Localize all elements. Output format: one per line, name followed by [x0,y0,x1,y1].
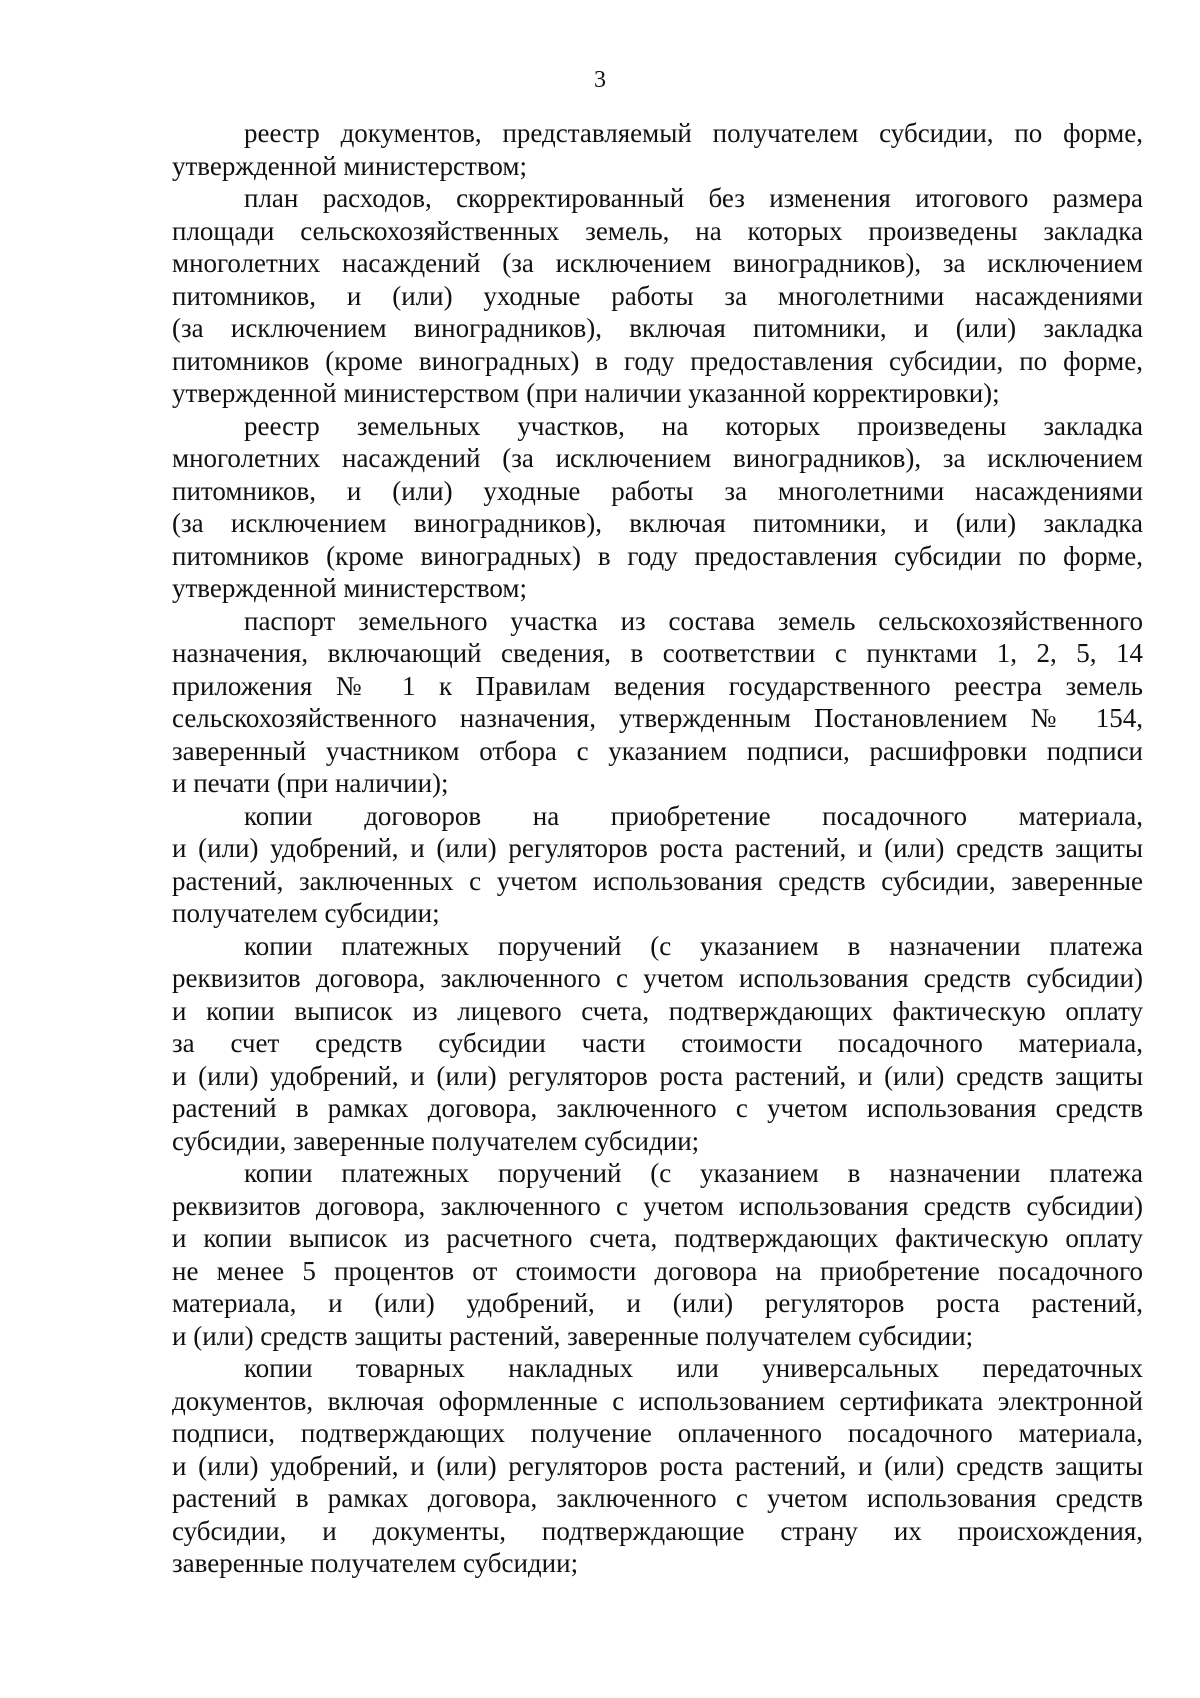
text-line: копии платежных поручений (с указанием в назначении платежа [244,930,1143,961]
paragraph [172,800,1143,930]
document-body [172,117,1143,1580]
text-line: копии товарных накладных или универсальных передаточных [244,1353,1143,1383]
text-line: утвержденной министерством; [172,573,527,603]
text-line: реестр земельных участков, на которых произведены закладка [244,410,1143,441]
text-line: и копии выписок из расчетного счета, подтверждающих фактическую оплату [172,1223,1143,1253]
text-line: субсидии, и документы, подтверждающие страну их происхождения, [172,1515,1143,1546]
text-line: питомников (кроме виноградных) в году предоставления субсидии по форме, [172,540,1143,571]
paragraph [172,410,1143,605]
paragraph [172,605,1143,800]
text-line: материала, и (или) удобрений, и (или) регуляторов роста растений, [172,1288,1143,1318]
text-line: утвержденной министерством; [172,150,527,181]
text-line: питомников, и (или) уходные работы за многолетними насаждениями [172,280,1143,311]
text-line: утвержденной министерством (при наличии указанной корректировки); [172,378,1000,408]
text-line: заверенный участником отбора с указанием подписи, расшифровки подписи [172,735,1143,766]
text-line: и (или) средств защиты растений, заверенные получателем субсидии; [172,1320,974,1351]
paragraph [172,117,1143,182]
text-line: приложения № 1 к Правилам ведения государственного реестра земель [172,670,1143,701]
text-line: многолетних насаждений (за исключением виноградников), за исключением [172,443,1143,473]
text-line: питомников, и (или) уходные работы за многолетними насаждениями [172,475,1143,506]
page-number: 3 [594,67,606,93]
text-line: подписи, подтверждающих получение оплаченного посадочного материала, [172,1418,1143,1448]
text-line: и (или) удобрений, и (или) регуляторов роста растений, и (или) средств защиты [172,1450,1143,1481]
text-line: получателем субсидии; [172,898,440,928]
text-line: и копии выписок из лицевого счета, подтверждающих фактическую оплату [172,995,1143,1026]
text-line: (за исключением виноградников), включая питомники, и (или) закладка [172,313,1143,343]
text-line: и (или) удобрений, и (или) регуляторов роста растений, и (или) средств защиты [172,1060,1143,1091]
text-line: многолетних насаждений (за исключением виноградников), за исключением [172,248,1143,278]
text-line: растений в рамках договора, заключенного с учетом использования средств [172,1483,1143,1513]
text-line: реестр документов, представляемый получателем субсидии, по форме, [244,118,1143,148]
text-line: план расходов, скорректированный без изменения итогового размера [244,183,1143,213]
paragraph [172,930,1143,1158]
text-line: документов, включая оформленные с использованием сертификата электронной [172,1385,1143,1416]
text-line: растений в рамках договора, заключенного с учетом использования средств [172,1093,1143,1123]
text-line: реквизитов договора, заключенного с учетом использования средств субсидии) [172,963,1143,993]
text-line: паспорт земельного участка из состава земель сельскохозяйственного [244,605,1143,636]
paragraph [172,1157,1143,1352]
text-line: за счет средств субсидии части стоимости посадочного материала, [172,1028,1143,1058]
text-line: реквизитов договора, заключенного с учетом использования средств субсидии) [172,1190,1143,1221]
text-line: копии договоров на приобретение посадочного материала, [244,800,1143,831]
text-line: копии платежных поручений (с указанием в назначении платежа [244,1158,1143,1188]
text-line: не менее 5 процентов от стоимости договора на приобретение посадочного [172,1255,1143,1286]
paragraph [172,182,1143,410]
text-line: субсидии, заверенные получателем субсидии; [172,1125,700,1156]
text-line: сельскохозяйственного назначения, утвержденным Постановлением № 154, [172,703,1143,733]
text-line: площади сельскохозяйственных земель, на которых произведены закладка [172,215,1143,246]
text-line: и печати (при наличии); [172,768,449,798]
text-line: и (или) удобрений, и (или) регуляторов роста растений, и (или) средств защиты [172,833,1143,863]
text-line: назначения, включающий сведения, в соответствии с пунктами 1, 2, 5, 14 [172,638,1143,668]
text-line: растений, заключенных с учетом использования средств субсидии, заверенные [172,865,1143,896]
text-line: питомников (кроме виноградных) в году предоставления субсидии, по форме, [172,345,1143,376]
text-line: (за исключением виноградников), включая питомники, и (или) закладка [172,508,1143,538]
paragraph [172,1352,1143,1580]
text-line: заверенные получателем субсидии; [172,1548,579,1578]
